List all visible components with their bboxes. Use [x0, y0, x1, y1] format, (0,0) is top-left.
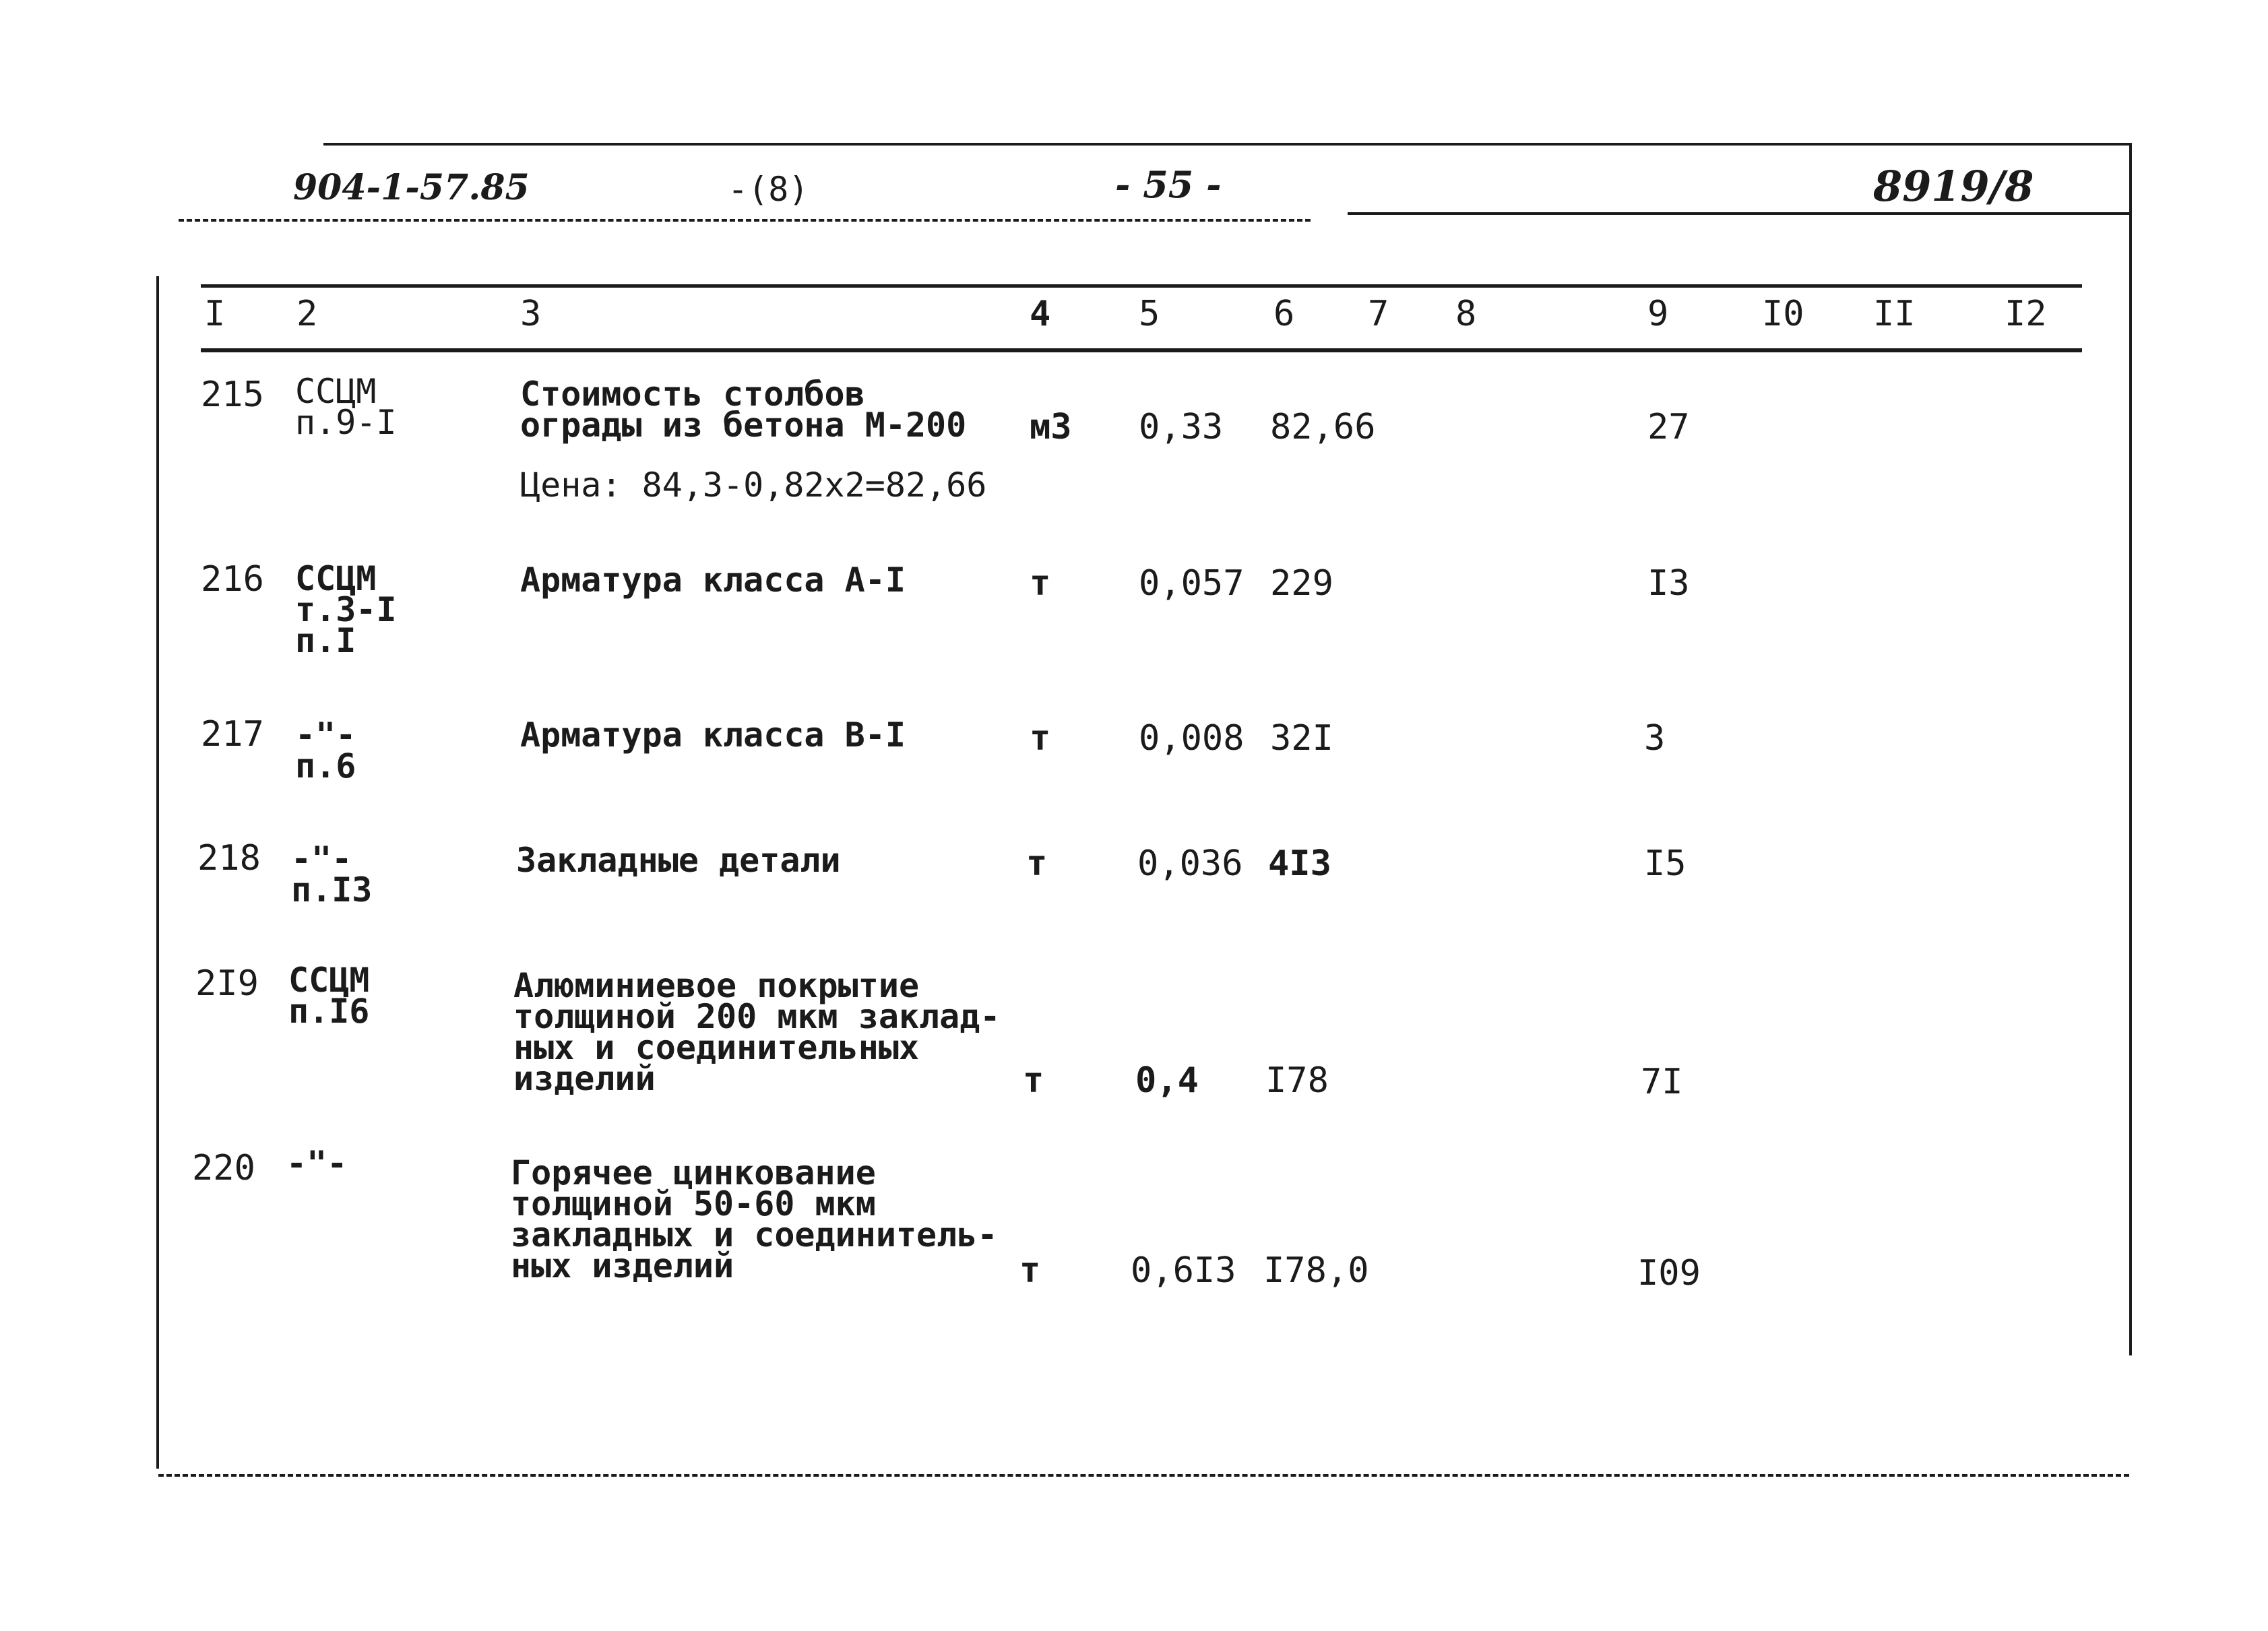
row-quantity: 0,057: [1139, 563, 1245, 604]
row-quantity: 0,036: [1137, 843, 1243, 884]
part-number: -(8): [728, 170, 809, 209]
row-quantity: 0,6I3: [1131, 1250, 1236, 1291]
col-header-11: II: [1873, 294, 1916, 334]
page-number: - 55 -: [1115, 163, 1222, 206]
row-total: 3: [1644, 718, 1666, 759]
row-quantity: 0,008: [1139, 718, 1245, 759]
col-header-10: I0: [1762, 294, 1804, 334]
doc-code: 904-1-57.85: [293, 167, 530, 208]
row-unit: т: [1023, 1060, 1044, 1101]
col-header-5: 5: [1139, 294, 1160, 334]
row-number: 215: [201, 375, 264, 415]
row-description: Арматура класса В-I: [520, 715, 906, 755]
col-header-12: I2: [2005, 294, 2047, 334]
row-total: I5: [1644, 843, 1687, 884]
row-quantity: 0,4: [1135, 1060, 1199, 1101]
left-border: [156, 276, 159, 1469]
row-price: 229: [1270, 563, 1333, 604]
row-unit: т: [1030, 718, 1051, 759]
row-reference: -"- п.6: [295, 715, 356, 786]
row-note: Цена: 84,3-0,82х2=82,66: [520, 466, 987, 505]
row-description: Закладные детали: [516, 841, 841, 880]
row-total: I09: [1637, 1253, 1701, 1293]
row-price: 32I: [1270, 718, 1333, 759]
col-header-1: I: [204, 294, 226, 334]
row-description: Алюминиевое покрытие толщиной 200 мкм заклад- ных и соединительных изделий: [513, 966, 1001, 1098]
row-number: 2I9: [195, 963, 259, 1004]
col-header-2: 2: [296, 294, 318, 334]
bottom-border: [158, 1474, 2129, 1477]
row-number: 216: [201, 559, 264, 600]
row-price: I78: [1265, 1060, 1329, 1101]
row-total: I3: [1647, 563, 1690, 604]
col-header-4: 4: [1030, 294, 1051, 334]
col-header-6: 6: [1273, 294, 1295, 334]
row-price: 82,66: [1270, 407, 1376, 447]
right-border: [2129, 143, 2132, 1355]
row-price: I78,0: [1263, 1250, 1369, 1291]
row-reference: ССЦМ п.9-I: [295, 372, 397, 442]
row-unit: т: [1030, 563, 1051, 604]
row-reference: -"-: [286, 1144, 348, 1183]
col-header-9: 9: [1647, 294, 1669, 334]
col-header-7: 7: [1368, 294, 1389, 334]
row-total: 27: [1647, 407, 1690, 447]
row-number: 220: [192, 1148, 255, 1188]
col-header-3: 3: [520, 294, 542, 334]
row-unit: т: [1019, 1250, 1041, 1291]
col-header-8: 8: [1455, 294, 1477, 334]
row-number: 218: [197, 838, 261, 878]
row-unit: м3: [1030, 407, 1072, 447]
row-quantity: 0,33: [1139, 407, 1224, 447]
table-header-top-rule: [201, 284, 2082, 288]
header-underline-left: [179, 219, 1311, 222]
row-description: Горячее цинкование толщиной 50-60 мкм закладных и соединитель- ных изделий: [511, 1153, 998, 1285]
row-description: Арматура класса А-I: [520, 561, 906, 600]
row-reference: ССЦМ п.I6: [288, 961, 370, 1031]
row-total: 7I: [1641, 1062, 1683, 1102]
header-underline-right: [1348, 212, 2129, 215]
row-reference: -"- п.I3: [291, 839, 373, 909]
sheet-number: 8919/8: [1873, 162, 2034, 211]
top-border: [323, 143, 2129, 146]
row-unit: т: [1026, 843, 1048, 884]
row-description: Стоимость столбов ограды из бетона М-200: [520, 375, 967, 445]
row-price: 4I3: [1268, 843, 1331, 884]
row-number: 217: [201, 714, 264, 755]
table-header-bottom-rule: [201, 348, 2082, 352]
row-reference: ССЦМ т.3-I п.I: [295, 559, 397, 660]
